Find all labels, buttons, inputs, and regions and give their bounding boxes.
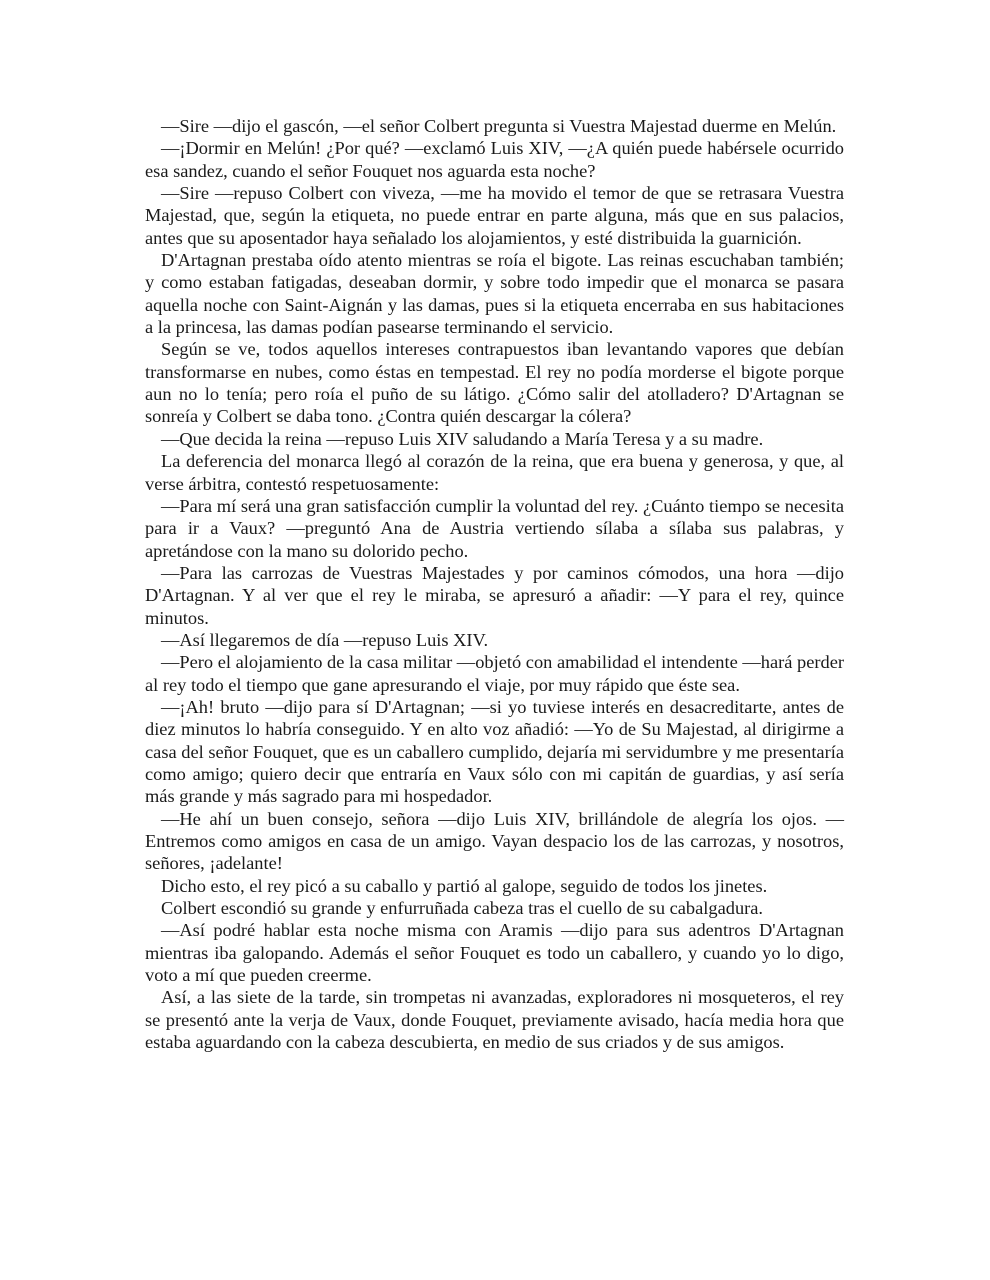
paragraph-13: —He ahí un buen consejo, señora —dijo Luis XIV, brillándole de alegría los ojos. —Entremos como amigos en casa de un amigo. Vayan despacio los de las carrozas, y nosotros, señores, ¡adelante! [145,808,844,874]
paragraph-10: —Así llegaremos de día —repuso Luis XIV. [161,629,489,650]
paragraph-3: —Sire —repuso Colbert con viveza, —me ha movido el temor de que se retrasara Vuestra Majestad, que, según la etiqueta, no puede entrar en parte alguna, más que en sus palacios, antes que su aposentador haya señalado los alojamientos, y esté distribuida la guarnición. [145,183,844,248]
paragraph-8: —Para mí será una gran satisfacción cumplir la voluntad del rey. ¿Cuánto tiempo se necesita para ir a Vaux? —preguntó Ana de Austria vertiendo sílaba a sílaba sus palabras, y apretándose con la mano su dolorido pecho. [145,495,844,561]
page-body [145,115,844,1053]
paragraph-9: —Para las carrozas de Vuestras Majestades y por caminos cómodos, una hora —dijo D'Artagnan. Y al ver que el rey le miraba, se apresuró a añadir: —Y para el rey, quince minutos. [145,562,844,628]
paragraph-5: Según se ve, todos aquellos intereses contrapuestos iban levantando vapores que debían transformarse en nubes, como éstas en tempestad. El rey no podía morderse el bigote porque aun no lo tenía; pero roía el puño de su látigo. ¿Cómo salir del atolladero? D'Artagnan se sonreía y Colbert se daba tono. ¿Contra quién descargar la cólera? [145,339,844,427]
paragraph-7: La deferencia del monarca llegó al corazón de la reina, que era buena y generosa, y que, al verse árbitra, contestó respetuosamente: [145,451,844,494]
paragraph-6: —Que decida la reina —repuso Luis XIV saludando a María Teresa y a su madre. [161,428,764,449]
paragraph-16: —Así podré hablar esta noche misma con Aramis —dijo para sus adentros D'Artagnan mientras iba galopando. Además el señor Fouquet es todo un caballero, y cuando yo lo digo, voto a mí que pueden creerme. [145,920,844,986]
paragraph-12: —¡Ah! bruto —dijo para sí D'Artagnan; —si yo tuviese interés en desacreditarte, antes de diez minutos lo habría conseguido. Y en alto voz añadió: —Yo de Su Majestad, al dirigirme a casa del señor Fouquet, que es un caballero cumplido, dejaría mi servidumbre y me presentaría como amigo; quiero decir que entraría en Vaux sólo con mi capitán de guardias, y así sería más grande y más sagrado para mi hospedador. [145,696,844,807]
paragraph-11: —Pero el alojamiento de la casa militar —objetó con amabilidad el intendente —hará perder al rey todo el tiempo que gane apresurando el viaje, por muy rápido que éste sea. [145,652,844,695]
paragraph-15: Colbert escondió su grande y enfurruñada cabeza tras el cuello de su cabalgadura. [161,898,764,919]
paragraph-4: D'Artagnan prestaba oído atento mientras se roía el bigote. Las reinas escuchaban también; y como estaban fatigadas, deseaban dormir, y sobre todo impedir que el monarca se pasara aquella noche con Saint-Aignán y las damas, pues si la etiqueta encerraba en sus habitaciones a la princesa, las damas podían pasearse terminando el servicio. [145,250,844,338]
paragraph-17: Así, a las siete de la tarde, sin trompetas ni avanzadas, exploradores ni mosqueteros, el rey se presentó ante la verja de Vaux, donde Fouquet, previamente avisado, hacía media hora que estaba aguardando con la cabeza descubierta, en medio de sus criados y de sus amigos. [145,987,844,1053]
paragraph-14: Dicho esto, el rey picó a su caballo y partió al galope, seguido de todos los jinetes. [161,875,768,896]
paragraph-2: —¡Dormir en Melún! ¿Por qué? —exclamó Luis XIV, —¿A quién puede habérsele ocurrido esa sandez, cuando el señor Fouquet nos aguarda esta noche? [145,138,844,181]
paragraph-1: —Sire —dijo el gascón, —el señor Colbert pregunta si Vuestra Majestad duerme en Melún. [161,116,837,136]
